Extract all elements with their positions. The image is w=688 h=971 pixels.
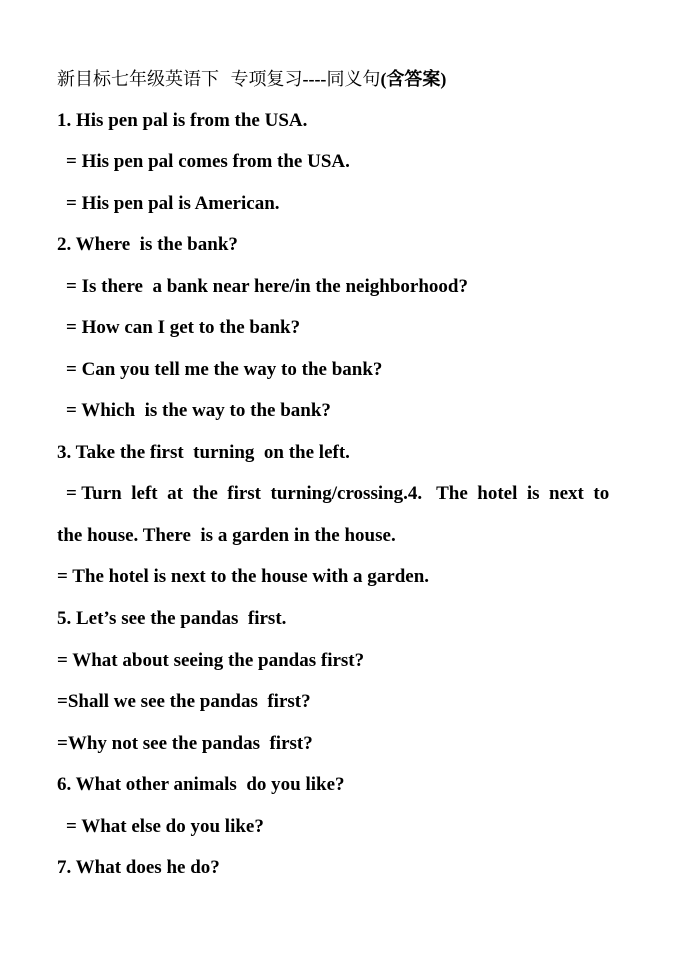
title-part-1: 新目标七年级英语下 专项复习: [57, 69, 303, 90]
item-2-equivalent-4: = Which is the way to the bank?: [66, 400, 331, 421]
document-title: [57, 68, 657, 91]
item-3-equivalent-and-item-4-start: = Turn left at the first turning/crossing.4. The hotel is next to: [66, 483, 610, 504]
item-4-equivalent: = The hotel is next to the house with a garden.: [57, 566, 430, 587]
item-6-equivalent-1: = What else do you like?: [66, 816, 264, 837]
item-5-equivalent-3: =Why not see the pandas first?: [57, 733, 313, 754]
item-2-equivalent-3: = Can you tell me the way to the bank?: [66, 359, 383, 380]
item-7-sentence: 7. What does he do?: [57, 857, 220, 878]
item-1-equivalent-1: = His pen pal comes from the USA.: [66, 151, 350, 172]
item-4-sentence-continued: the house. There is a garden in the house.: [57, 525, 396, 546]
item-2-equivalent-1: = Is there a bank near here/in the neighborhood?: [66, 276, 468, 297]
item-1-equivalent-2: = His pen pal is American.: [66, 193, 280, 214]
item-2-equivalent-2: = How can I get to the bank?: [66, 317, 301, 338]
item-5-equivalent-2: =Shall we see the pandas first?: [57, 691, 311, 712]
item-5-equivalent-1: = What about seeing the pandas first?: [57, 650, 365, 671]
item-5-sentence: 5. Let’s see the pandas first.: [57, 608, 287, 629]
item-2-sentence: 2. Where is the bank?: [57, 234, 238, 255]
title-dashes: ----: [302, 69, 327, 89]
title-answers-note: (含答案): [380, 69, 447, 89]
item-6-sentence: 6. What other animals do you like?: [57, 774, 345, 795]
item-3-sentence: 3. Take the first turning on the left.: [57, 442, 350, 463]
title-part-2: 同义句: [326, 69, 381, 90]
item-1-sentence: 1. His pen pal is from the USA.: [57, 110, 308, 131]
